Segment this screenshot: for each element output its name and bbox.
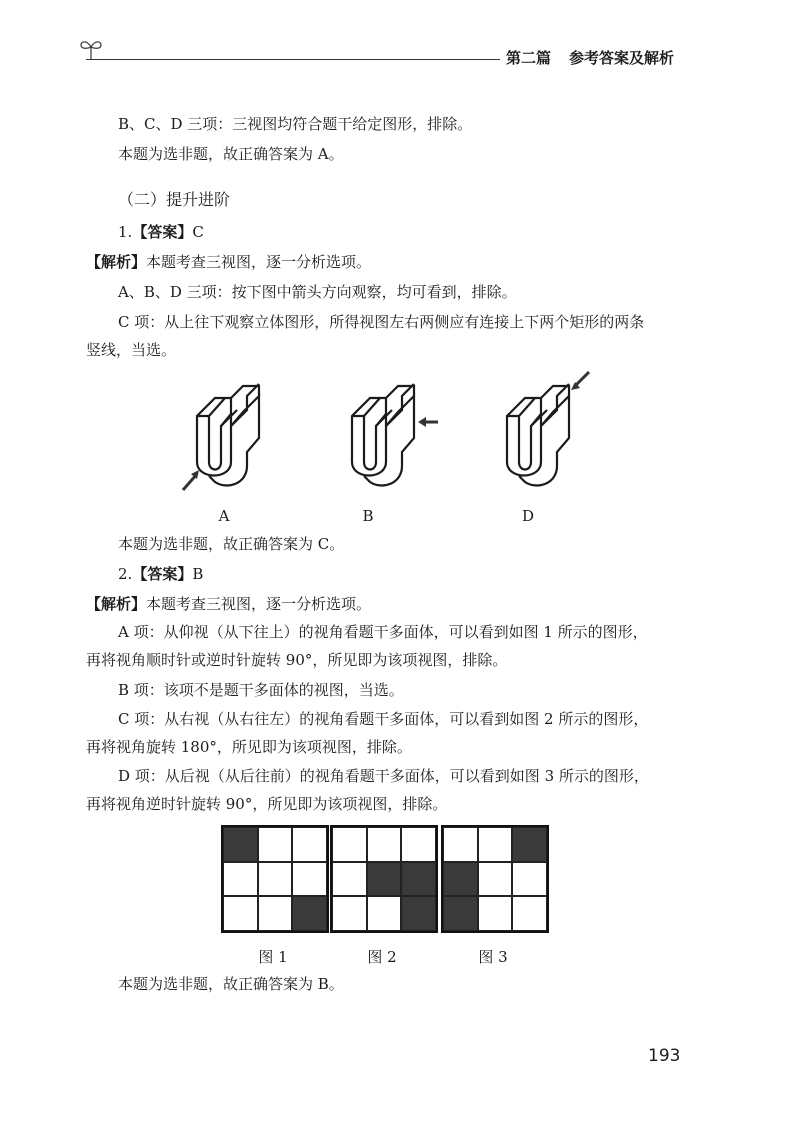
q2-answer-label: 【答案】: [132, 565, 193, 583]
figure-label-a: A: [218, 507, 230, 525]
q2-a-line-1: A 项：从仰视（从下往上）的视角看题干多面体，可以看到如图 1 所示的图形，: [118, 623, 648, 641]
grid-cell-empty: [332, 827, 367, 862]
grid-cell-empty: [332, 862, 367, 897]
grid-cell-empty: [478, 862, 513, 897]
q1-answer-label: 【答案】: [132, 223, 193, 241]
running-header: [506, 47, 674, 68]
q2-c-line-1: C 项：从右视（从右往左）的视角看题干多面体，可以看到如图 2 所示的图形，: [118, 710, 649, 728]
grid-cell-empty: [258, 896, 293, 931]
grid-label-1: 图 1: [258, 948, 288, 966]
grid-cell-empty: [478, 827, 513, 862]
grid-cell-empty: [223, 862, 258, 897]
grid-cell-empty: [223, 896, 258, 931]
q1-answer: C: [192, 223, 204, 241]
grid-cell-filled: [443, 862, 478, 897]
grid-label-2: 图 2: [367, 948, 397, 966]
grid-cell-empty: [367, 827, 402, 862]
grid-cell-empty: [512, 862, 547, 897]
grid-cell-filled: [443, 896, 478, 931]
grid-figure-1: [221, 825, 329, 933]
q1-conclusion: 本题为选非题，故正确答案为 C。: [118, 535, 345, 553]
u-shape-figure-d: [485, 370, 595, 494]
grid-cell-filled: [223, 827, 258, 862]
q2-answer-line: [118, 564, 203, 584]
u-shape-figure-a: [175, 382, 275, 494]
page-number: 193: [648, 1046, 681, 1066]
q2-d-line-1: D 项：从后视（从后往前）的视角看题干多面体，可以看到如图 3 所示的图形，: [118, 767, 649, 785]
q1-c-line-1: C 项：从上往下观察立体图形，所得视图左右两侧应有连接上下两个矩形的两条: [118, 313, 645, 331]
figure-label-b: B: [362, 507, 374, 525]
section-title: （二）提升进阶: [118, 190, 231, 209]
grid-cell-empty: [478, 896, 513, 931]
grid-cell-filled: [401, 862, 436, 897]
q1-answer-line: [118, 222, 204, 242]
q1-analysis-label: 【解析】: [86, 253, 147, 271]
top-bcd-line: B、C、D 三项：三视图均符合题干给定图形，排除。: [118, 115, 473, 133]
header-rule: [86, 59, 500, 60]
figure-label-d: D: [521, 507, 535, 525]
header-title: 参考答案及解析: [569, 49, 675, 67]
grid-cell-empty: [401, 827, 436, 862]
grid-cell-empty: [258, 827, 293, 862]
grid-cell-empty: [332, 896, 367, 931]
grid-cell-empty: [258, 862, 293, 897]
q2-number: 2.: [118, 565, 133, 583]
q1-analysis-line: [86, 252, 371, 272]
grid-cell-empty: [512, 896, 547, 931]
q2-a-line-2: 再将视角顺时针或逆时针旋转 90°，所见即为该项视图，排除。: [86, 651, 508, 669]
q1-c-line-2: 竖线，当选。: [86, 341, 177, 359]
q2-answer: B: [192, 565, 204, 583]
grid-figure-2: [330, 825, 438, 933]
u-shape-figure-b: [330, 382, 440, 494]
q2-conclusion: 本题为选非题，故正确答案为 B。: [118, 975, 344, 993]
grid-cell-filled: [401, 896, 436, 931]
grid-cell-empty: [367, 896, 402, 931]
grid-cell-filled: [292, 896, 327, 931]
grid-cell-filled: [367, 862, 402, 897]
grid-cell-empty: [292, 827, 327, 862]
grid-cell-filled: [512, 827, 547, 862]
q2-b-line: B 项：该项不是题干多面体的视图，当选。: [118, 681, 404, 699]
top-conclusion: 本题为选非题，故正确答案为 A。: [118, 145, 344, 163]
q1-abd-line: A、B、D 三项：按下图中箭头方向观察，均可看到，排除。: [118, 283, 517, 301]
header-part: 第二篇: [506, 49, 552, 67]
grid-cell-empty: [292, 862, 327, 897]
q1-analysis: 本题考查三视图，逐一分析选项。: [146, 253, 372, 271]
q2-c-line-2: 再将视角旋转 180°，所见即为该项视图，排除。: [86, 738, 412, 756]
q2-analysis: 本题考查三视图，逐一分析选项。: [146, 595, 372, 613]
grid-figure-3: [441, 825, 549, 933]
grid-label-3: 图 3: [478, 948, 508, 966]
q2-analysis-label: 【解析】: [86, 595, 147, 613]
q2-analysis-line: [86, 594, 371, 614]
q2-d-line-2: 再将视角逆时针旋转 90°，所见即为该项视图，排除。: [86, 795, 448, 813]
grid-cell-empty: [443, 827, 478, 862]
q1-number: 1.: [118, 223, 133, 241]
